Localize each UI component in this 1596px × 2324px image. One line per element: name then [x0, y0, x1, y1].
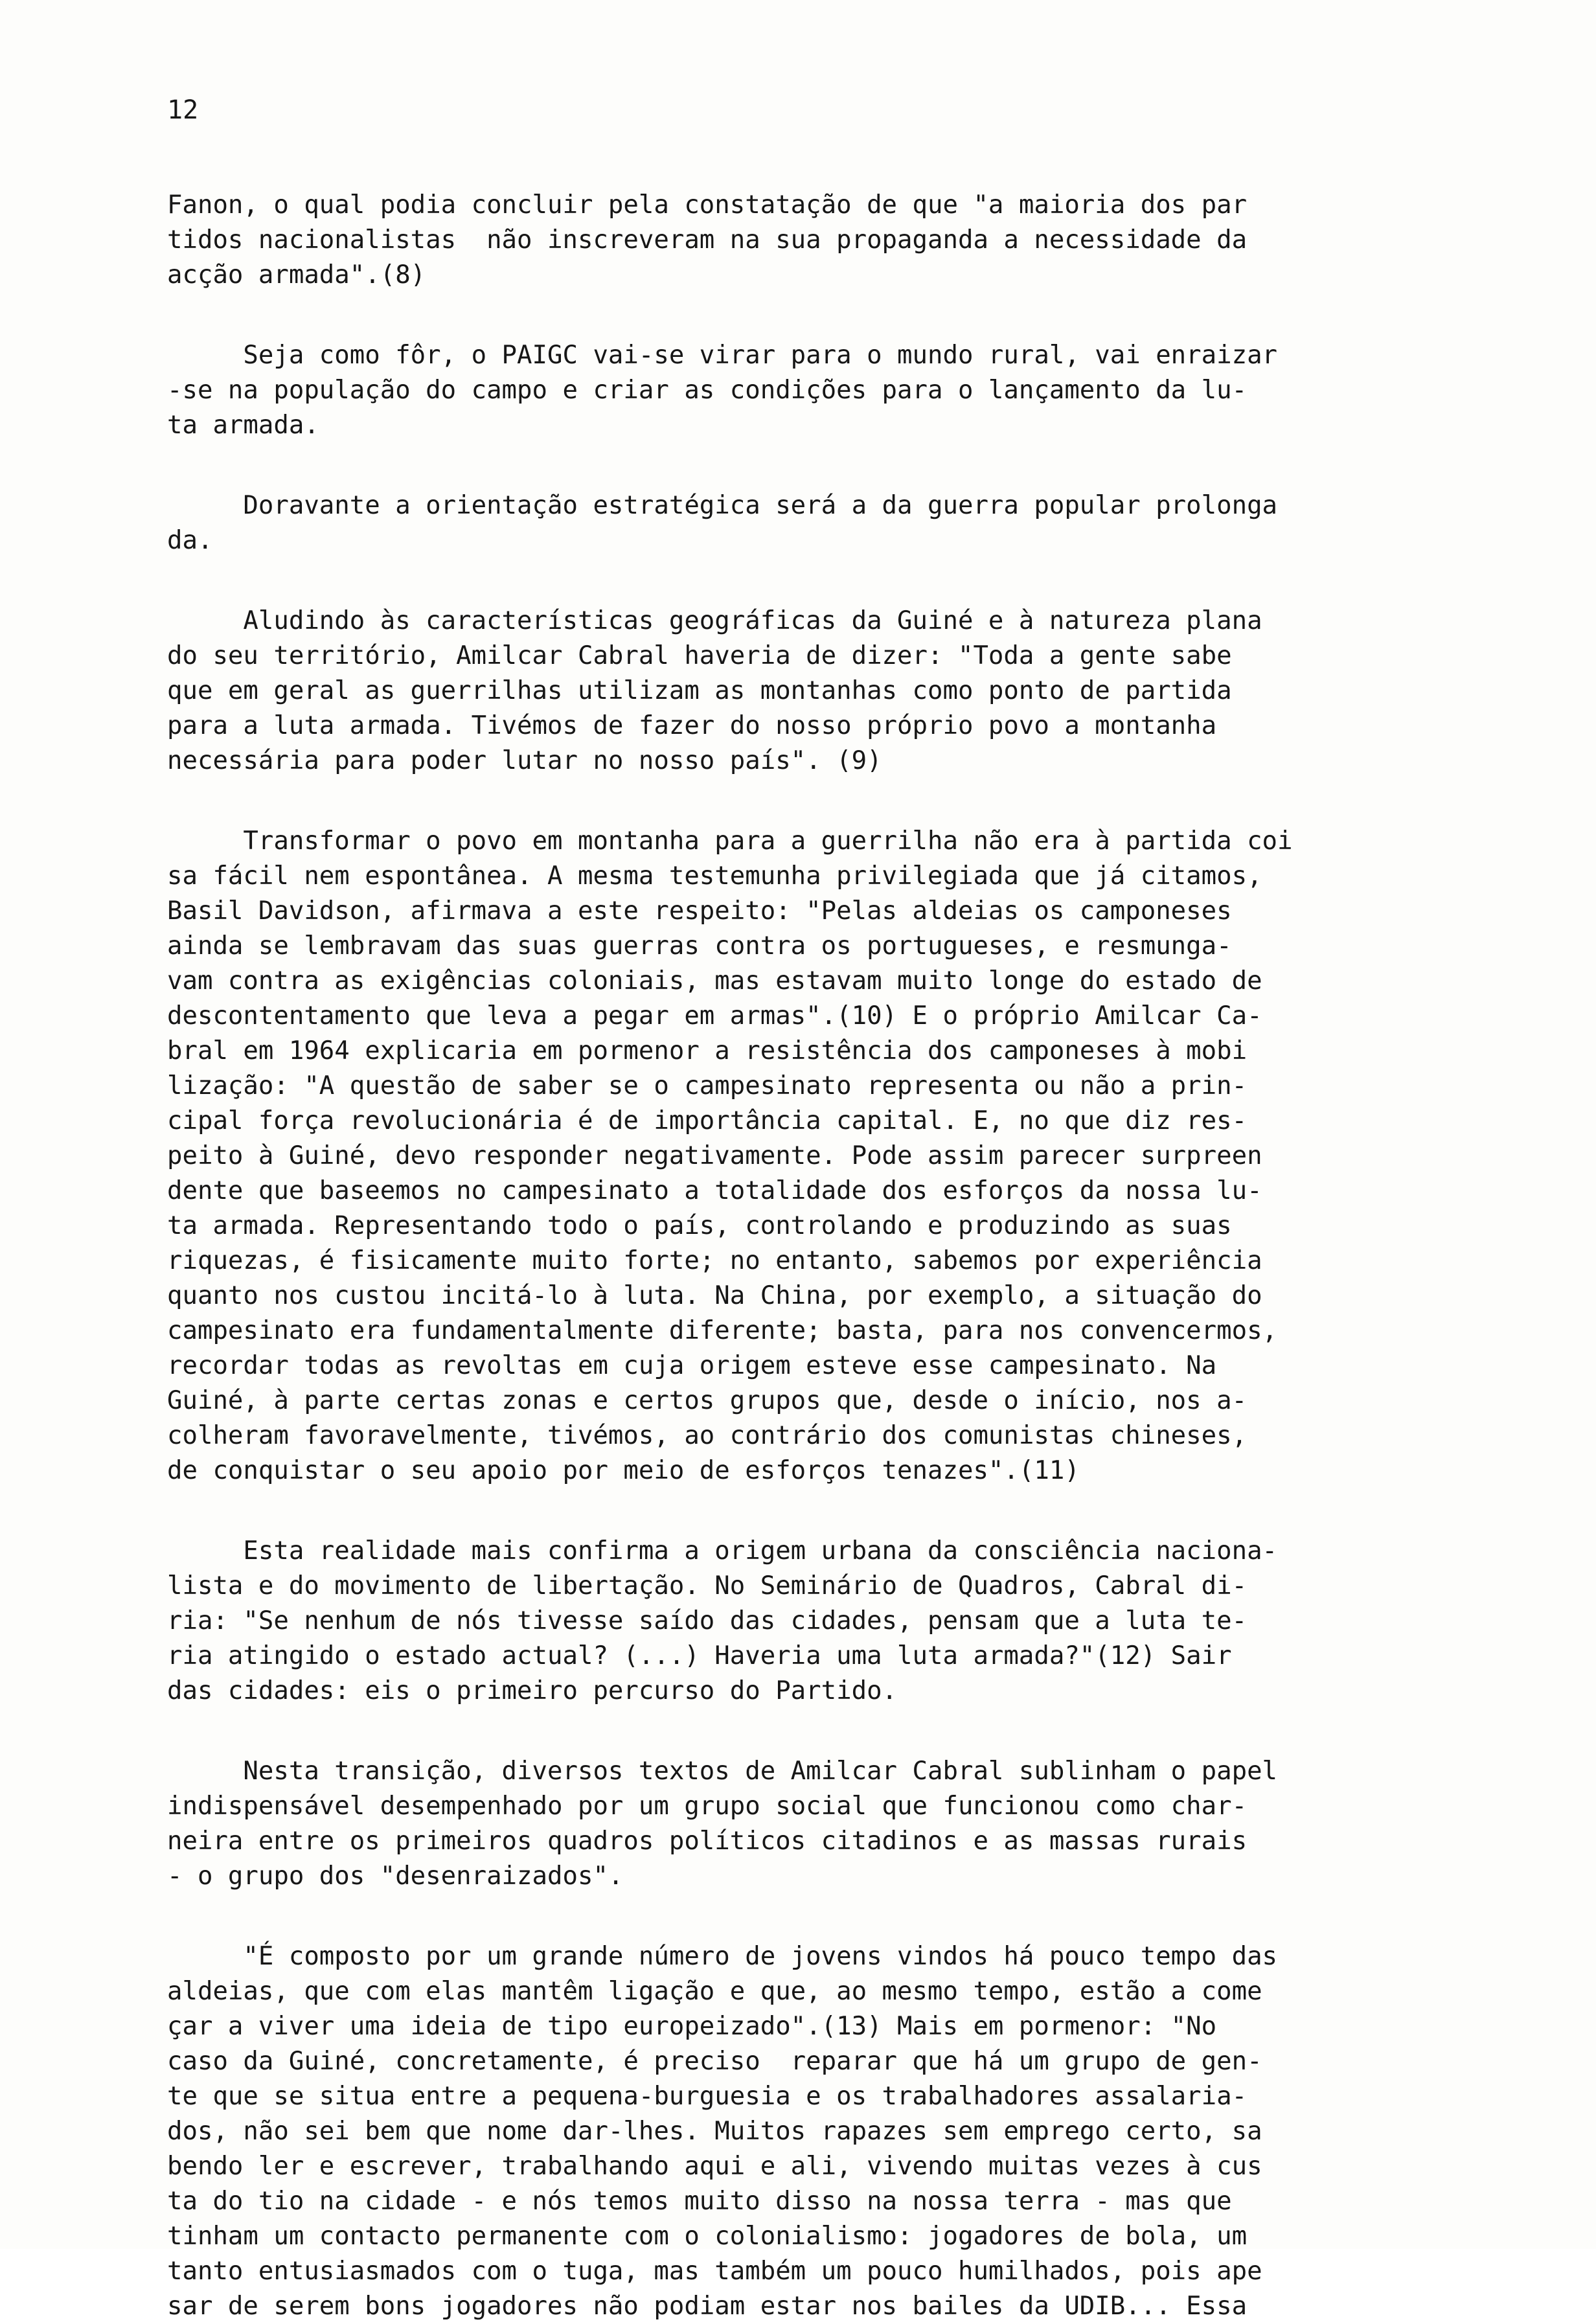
- text-line: sar de serem bons jogadores não podiam estar nos bailes da UDIB... Essa: [167, 2292, 1248, 2321]
- text-line: para a luta armada. Tivémos de fazer do nosso próprio povo a montanha: [167, 711, 1217, 740]
- text-line: te que se situa entre a pequena-burguesia e os trabalhadores assalaria-: [167, 2082, 1248, 2111]
- text-line: peito à Guiné, devo responder negativamente. Pode assim parecer surpreen: [167, 1141, 1262, 1170]
- text-line: das cidades: eis o primeiro percurso do Partido.: [167, 1676, 898, 1705]
- text-line: ria atingido o estado actual? (...) Haveria uma luta armada?"(12) Sair: [167, 1641, 1232, 1670]
- text-line: campesinato era fundamentalmente diferente; basta, para nos convencermos,: [167, 1316, 1278, 1345]
- text-line: recordar todas as revoltas em cuja origem esteve esse campesinato. Na: [167, 1351, 1217, 1380]
- paragraph: [167, 1754, 1430, 1894]
- paragraph-gap: [167, 1488, 1430, 1534]
- paragraph: [167, 188, 1430, 293]
- paragraph-gap: [167, 1894, 1430, 1939]
- paragraph-gap: [167, 1709, 1430, 1754]
- text-line: Fanon, o qual podia concluir pela constatação de que "a maioria dos par: [167, 190, 1248, 220]
- paragraph: [167, 1534, 1430, 1709]
- text-line: tanto entusiasmados com o tuga, mas também um pouco humilhados, pois ape: [167, 2257, 1262, 2286]
- text-line: riquezas, é fisicamente muito forte; no entanto, sabemos por experiência: [167, 1246, 1262, 1275]
- text-line: lista e do movimento de libertação. No Seminário de Quadros, Cabral di-: [167, 1571, 1248, 1601]
- text-line: bendo ler e escrever, trabalhando aqui e ali, vivendo muitas vezes à cus: [167, 2152, 1262, 2181]
- text-line: sa fácil nem espontânea. A mesma testemunha privilegiada que já citamos,: [167, 861, 1262, 891]
- text-line: de conquistar o seu apoio por meio de esforços tenazes".(11): [167, 1456, 1080, 1485]
- text-line: colheram favoravelmente, tivémos, ao contrário dos comunistas chineses,: [167, 1421, 1248, 1450]
- text-line: "É composto por um grande número de jovens vindos há pouco tempo das: [167, 1942, 1278, 1971]
- paragraph-gap: [167, 779, 1430, 824]
- paragraph: [167, 1939, 1430, 2324]
- text-line: dente que baseemos no campesinato a totalidade dos esforços da nossa lu-: [167, 1176, 1262, 1205]
- text-line: que em geral as guerrilhas utilizam as montanhas como ponto de partida: [167, 676, 1232, 705]
- text-line: bral em 1964 explicaria em pormenor a resistência dos camponeses à mobi: [167, 1036, 1248, 1065]
- text-line: çar a viver uma ideia de tipo europeizado".(13) Mais em pormenor: "No: [167, 2012, 1217, 2041]
- text-line: tidos nacionalistas não inscreveram na sua propaganda a necessidade da: [167, 225, 1248, 255]
- text-line: necessária para poder lutar no nosso país". (9): [167, 746, 882, 775]
- paragraph: [167, 824, 1430, 1488]
- body-text: [167, 188, 1430, 2324]
- text-line: Aludindo às características geográficas da Guiné e à natureza plana: [167, 606, 1262, 635]
- text-line: indispensável desempenhado por um grupo social que funcionou como char-: [167, 1792, 1248, 1821]
- paragraph-gap: [167, 293, 1430, 338]
- text-line: caso da Guiné, concretamente, é preciso reparar que há um grupo de gen-: [167, 2047, 1262, 2076]
- text-line: Guiné, à parte certas zonas e certos grupos que, desde o início, nos a-: [167, 1386, 1248, 1415]
- text-line: descontentamento que leva a pegar em armas".(10) E o próprio Amilcar Ca-: [167, 1001, 1262, 1031]
- text-line: ria: "Se nenhum de nós tivesse saído das cidades, pensam que a luta te-: [167, 1606, 1248, 1635]
- text-line: ta armada.: [167, 411, 319, 440]
- text-line: lização: "A questão de saber se o campesinato representa ou não a prin-: [167, 1071, 1248, 1100]
- paragraph: [167, 338, 1430, 443]
- text-line: acção armada".(8): [167, 260, 426, 290]
- text-line: ainda se lembravam das suas guerras contra os portugueses, e resmunga-: [167, 931, 1232, 961]
- text-line: Doravante a orientação estratégica será a da guerra popular prolonga: [167, 491, 1278, 520]
- paragraph: [167, 488, 1430, 558]
- text-line: do seu território, Amilcar Cabral haveria de dizer: "Toda a gente sabe: [167, 641, 1232, 670]
- text-line: - o grupo dos "desenraizados".: [167, 1862, 624, 1891]
- text-line: Basil Davidson, afirmava a este respeito: "Pelas aldeias os camponeses: [167, 896, 1232, 926]
- text-line: Nesta transição, diversos textos de Amilcar Cabral sublinham o papel: [167, 1757, 1278, 1786]
- text-line: ta do tio na cidade - e nós temos muito disso na nossa terra - mas que: [167, 2187, 1232, 2216]
- text-line: Seja como fôr, o PAIGC vai-se virar para o mundo rural, vai enraizar: [167, 341, 1278, 370]
- text-line: vam contra as exigências coloniais, mas estavam muito longe do estado de: [167, 966, 1262, 996]
- text-line: Esta realidade mais confirma a origem urbana da consciência naciona-: [167, 1536, 1278, 1566]
- text-line: ta armada. Representando todo o país, controlando e produzindo as suas: [167, 1211, 1232, 1240]
- text-line: Transformar o povo em montanha para a guerrilha não era à partida coi: [167, 826, 1293, 856]
- text-line: quanto nos custou incitá-lo à luta. Na China, por exemplo, a situação do: [167, 1281, 1262, 1310]
- paragraph-gap: [167, 443, 1430, 488]
- text-line: dos, não sei bem que nome dar-lhes. Muitos rapazes sem emprego certo, sa: [167, 2117, 1262, 2146]
- text-line: da.: [167, 526, 213, 555]
- text-line: -se na população do campo e criar as condições para o lançamento da lu-: [167, 376, 1248, 405]
- paragraph-gap: [167, 558, 1430, 604]
- text-line: aldeias, que com elas mantêm ligação e que, ao mesmo tempo, estão a come: [167, 1977, 1262, 2006]
- text-line: neira entre os primeiros quadros políticos citadinos e as massas rurais: [167, 1827, 1248, 1856]
- text-line: cipal força revolucionária é de importância capital. E, no que diz res-: [167, 1106, 1248, 1135]
- paragraph: [167, 604, 1430, 779]
- text-line: tinham um contacto permanente com o colonialismo: jogadores de bola, um: [167, 2222, 1248, 2251]
- page-number: 12: [167, 95, 199, 125]
